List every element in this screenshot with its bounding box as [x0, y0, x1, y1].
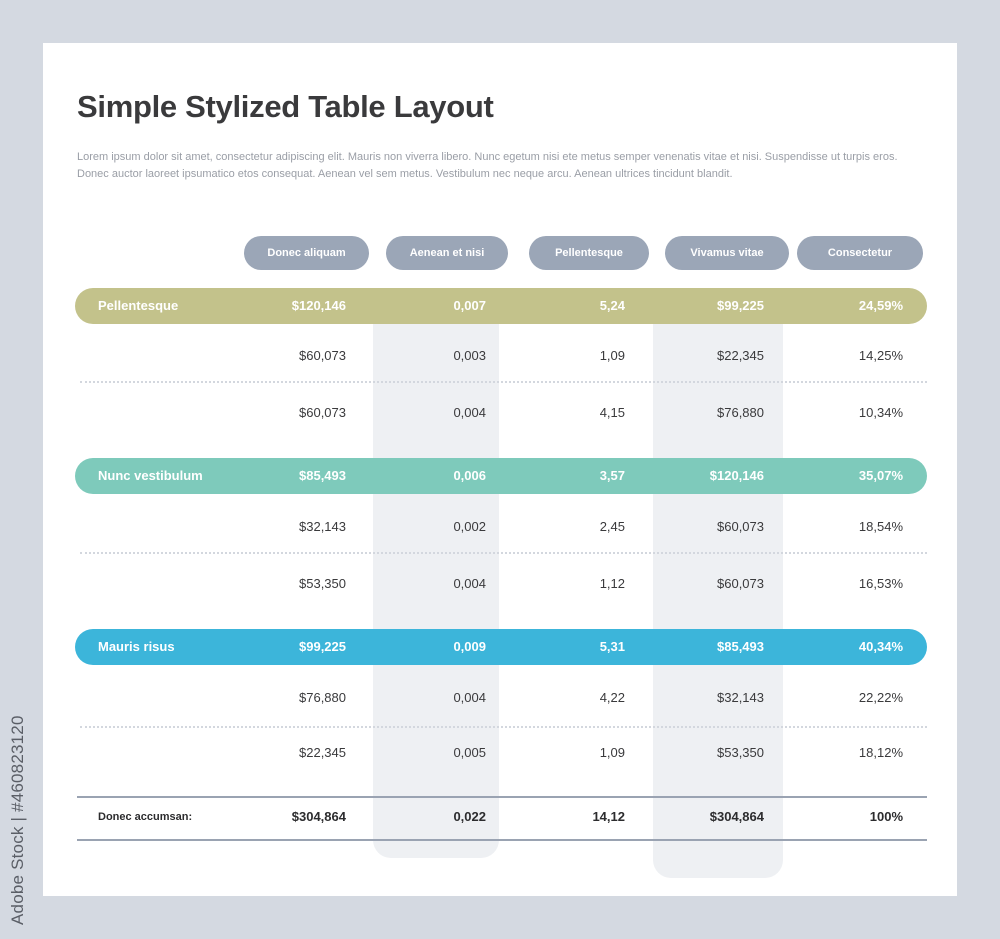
total-bottom-line: [77, 839, 927, 841]
table-cell: $60,073: [299, 348, 346, 363]
column-header-4: Vivamus vitae: [665, 236, 789, 270]
row-divider: [80, 552, 927, 554]
table-cell: 1,09: [599, 745, 625, 760]
group-value: 5,24: [599, 298, 625, 313]
table-cell: 2,45: [599, 519, 625, 534]
table-cell: 14,25%: [858, 348, 903, 363]
table-row: [43, 680, 957, 716]
column-header-5: Consectetur: [797, 236, 923, 270]
group-value: 0,007: [453, 298, 486, 313]
table-cell: 0,004: [453, 405, 486, 420]
table-cell: 0,002: [453, 519, 486, 534]
table-cell: 1,09: [599, 348, 625, 363]
table-cell: 22,22%: [858, 690, 903, 705]
group-value: 24,59%: [858, 298, 903, 313]
total-value: 0,022: [453, 809, 486, 824]
total-row: [43, 799, 957, 835]
group-value: 35,07%: [858, 468, 903, 483]
table-cell: $32,143: [299, 519, 346, 534]
table-row: [43, 338, 957, 374]
table-cell: $53,350: [717, 745, 764, 760]
group-value: 0,006: [453, 468, 486, 483]
table-cell: 0,005: [453, 745, 486, 760]
group-value: $85,493: [717, 639, 764, 654]
column-header-2: Aenean et nisi: [386, 236, 508, 270]
total-label: Donec accumsan:: [98, 811, 193, 823]
stock-watermark: Adobe Stock | #460823120: [8, 715, 27, 925]
row-divider: [80, 726, 927, 728]
column-header-1: Donec aliquam: [244, 236, 369, 270]
group-label: Pellentesque: [98, 298, 179, 313]
table-cell: $76,880: [299, 690, 346, 705]
table-cell: $60,073: [299, 405, 346, 420]
table-row: [43, 509, 957, 545]
table-cell: 0,003: [453, 348, 486, 363]
group-label: Mauris risus: [98, 639, 175, 654]
table-cell: $60,073: [717, 576, 764, 591]
table-cell: $53,350: [299, 576, 346, 591]
table-cell: 18,12%: [858, 745, 903, 760]
table-cell: 10,34%: [858, 405, 903, 420]
group-row-3: [43, 629, 957, 665]
page-title: Simple Stylized Table Layout: [77, 89, 494, 124]
total-value: $304,864: [709, 809, 764, 824]
table-cell: 18,54%: [858, 519, 903, 534]
table-cell: 1,12: [599, 576, 625, 591]
group-value: 0,009: [453, 639, 486, 654]
column-header-3: Pellentesque: [529, 236, 649, 270]
group-row-1: [43, 288, 957, 324]
table-cell: 4,15: [599, 405, 625, 420]
table-cell: 0,004: [453, 690, 486, 705]
table-cell: $76,880: [717, 405, 764, 420]
table-row: [43, 735, 957, 771]
group-value: $99,225: [299, 639, 346, 654]
group-value: 5,31: [599, 639, 625, 654]
group-value: $99,225: [717, 298, 764, 313]
group-value: $85,493: [299, 468, 346, 483]
group-value: 40,34%: [858, 639, 903, 654]
group-label: Nunc vestibulum: [98, 468, 203, 483]
table-cell: $22,345: [717, 348, 764, 363]
table-row: [43, 395, 957, 431]
total-top-line: [77, 796, 927, 798]
total-value: $304,864: [291, 809, 346, 824]
group-value: 3,57: [599, 468, 625, 483]
table-cell: 0,004: [453, 576, 486, 591]
group-value: $120,146: [291, 298, 346, 313]
table-cell: $60,073: [717, 519, 764, 534]
table-card: [43, 43, 957, 896]
table-cell: 16,53%: [858, 576, 903, 591]
table-row: [43, 566, 957, 602]
group-value: $120,146: [709, 468, 764, 483]
table-cell: $22,345: [299, 745, 346, 760]
group-row-2: [43, 458, 957, 494]
total-value: 14,12: [592, 809, 625, 824]
row-divider: [80, 381, 927, 383]
total-value: 100%: [869, 809, 903, 824]
table-cell: 4,22: [599, 690, 625, 705]
description-text: Lorem ipsum dolor sit amet, consectetur adipiscing elit. Mauris non viverra libero. Nunc egetum nisi ete metus semper venenatis vitae et nisi. Suspendisse ut turpis eros. Donec auctor laoreet ipsumatico etos consequat. Aenean vel sem metus. Vestibulum nec neque arcu. Aenean ultrices tincidunt blandit.: [77, 151, 898, 180]
table-cell: $32,143: [717, 690, 764, 705]
